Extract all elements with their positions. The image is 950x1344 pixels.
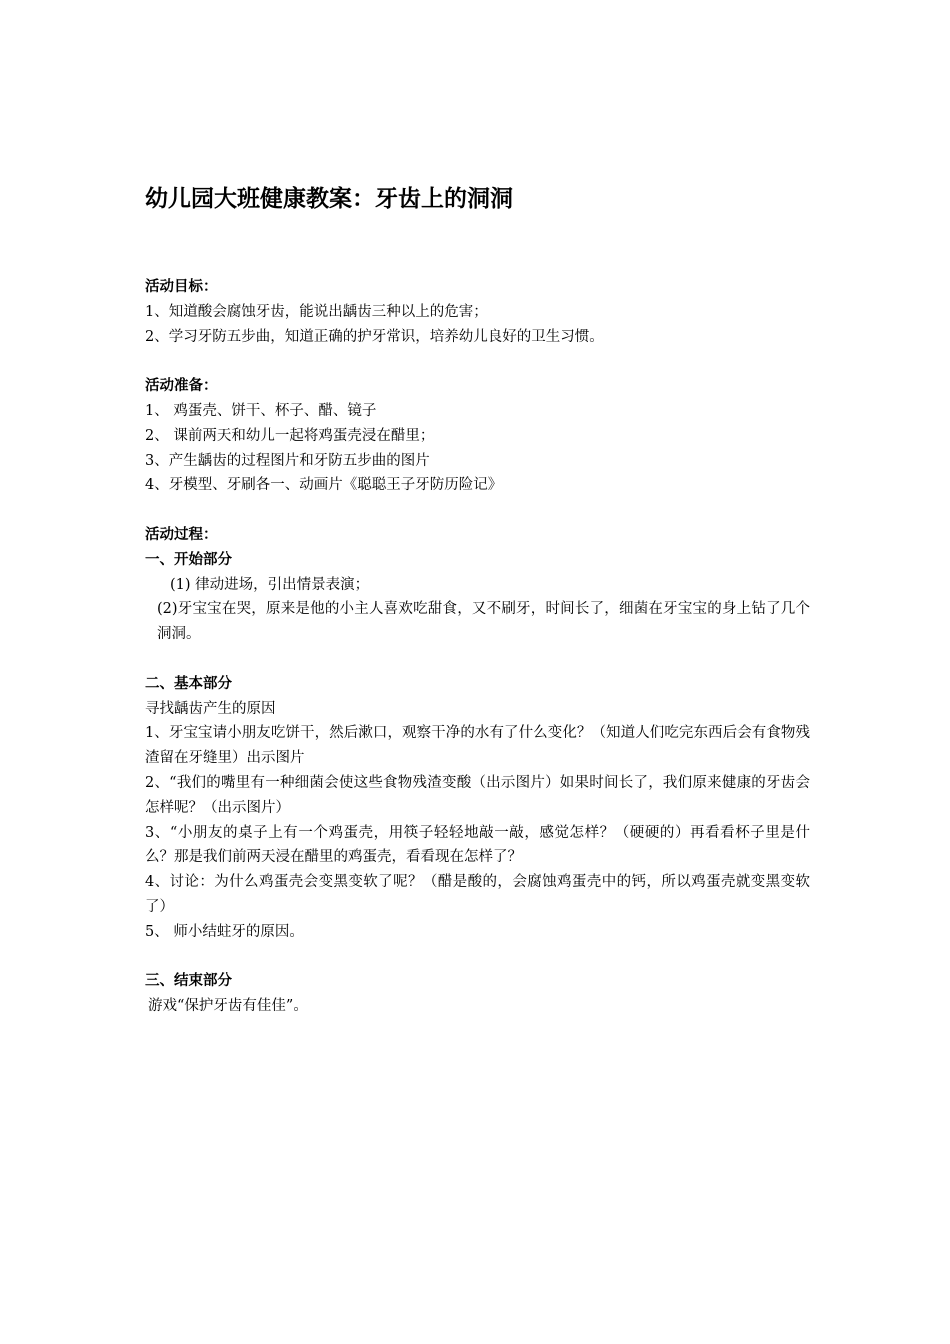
part2-heading: 二、基本部分 xyxy=(145,675,232,692)
part3-item: 游戏“保护牙齿有佳佳”。 xyxy=(148,998,308,1015)
part2-intro: 寻找龋齿产生的原因 xyxy=(145,700,276,717)
document-title: 幼儿园大班健康教案：牙齿上的洞洞 xyxy=(145,186,513,212)
part1-item: (1) 律动进场，引出情景表演； xyxy=(170,576,370,593)
spacer xyxy=(145,498,810,523)
part2-item: 1、牙宝宝请小朋友吃饼干，然后漱口，观察干净的水有了什么变化？（知道人们吃完东西后会有食物残渣留在牙缝里）出示图片 xyxy=(145,725,810,767)
preparation-item: 3、产生龋齿的过程图片和牙防五步曲的图片 xyxy=(145,452,430,469)
part2-item: 5、 师小结蛀牙的原因。 xyxy=(145,923,304,940)
document-body xyxy=(145,275,810,1019)
part1-item: (2)牙宝宝在哭，原来是他的小主人喜欢吃甜食，又不刷牙，时间长了，细菌在牙宝宝的身上钻了几个洞洞。 xyxy=(157,601,810,643)
preparation-item: 4、牙模型、牙刷各一、动画片《聪聪王子牙防历险记》 xyxy=(145,477,503,494)
part1-heading: 一、开始部分 xyxy=(145,551,232,568)
part2-item: 2、“我们的嘴里有一种细菌会使这些食物残渣变酸（出示图片）如果时间长了，我们原来健康的牙齿会怎样呢？（出示图片） xyxy=(145,774,810,816)
goals-heading: 活动目标： xyxy=(145,279,218,295)
part3-heading: 三、结束部分 xyxy=(145,973,232,990)
preparation-item: 2、 课前两天和幼儿一起将鸡蛋壳浸在醋里； xyxy=(145,427,435,444)
preparation-heading: 活动准备： xyxy=(145,378,218,395)
preparation-item: 1、 鸡蛋壳、饼干、杯子、醋、镜子 xyxy=(145,402,377,419)
spacer xyxy=(145,349,810,374)
goal-item: 2、学习牙防五步曲，知道正确的护牙常识，培养幼儿良好的卫生习惯。 xyxy=(145,328,604,345)
goal-item: 1、知道酸会腐蚀牙齿，能说出龋齿三种以上的危害； xyxy=(145,303,488,320)
process-heading: 活动过程： xyxy=(145,526,218,543)
part2-item: 3、“小朋友的桌子上有一个鸡蛋壳，用筷子轻轻地敲一敲，感觉怎样？（硬硬的）再看看杯子里是什么？那是我们前两天浸在醋里的鸡蛋壳，看看现在怎样了？ xyxy=(145,824,810,866)
spacer xyxy=(145,945,810,970)
part2-item: 4、讨论：为什么鸡蛋壳会变黑变软了呢？（醋是酸的，会腐蚀鸡蛋壳中的钙，所以鸡蛋壳就变黑变软了） xyxy=(145,874,810,915)
spacer xyxy=(145,647,810,672)
